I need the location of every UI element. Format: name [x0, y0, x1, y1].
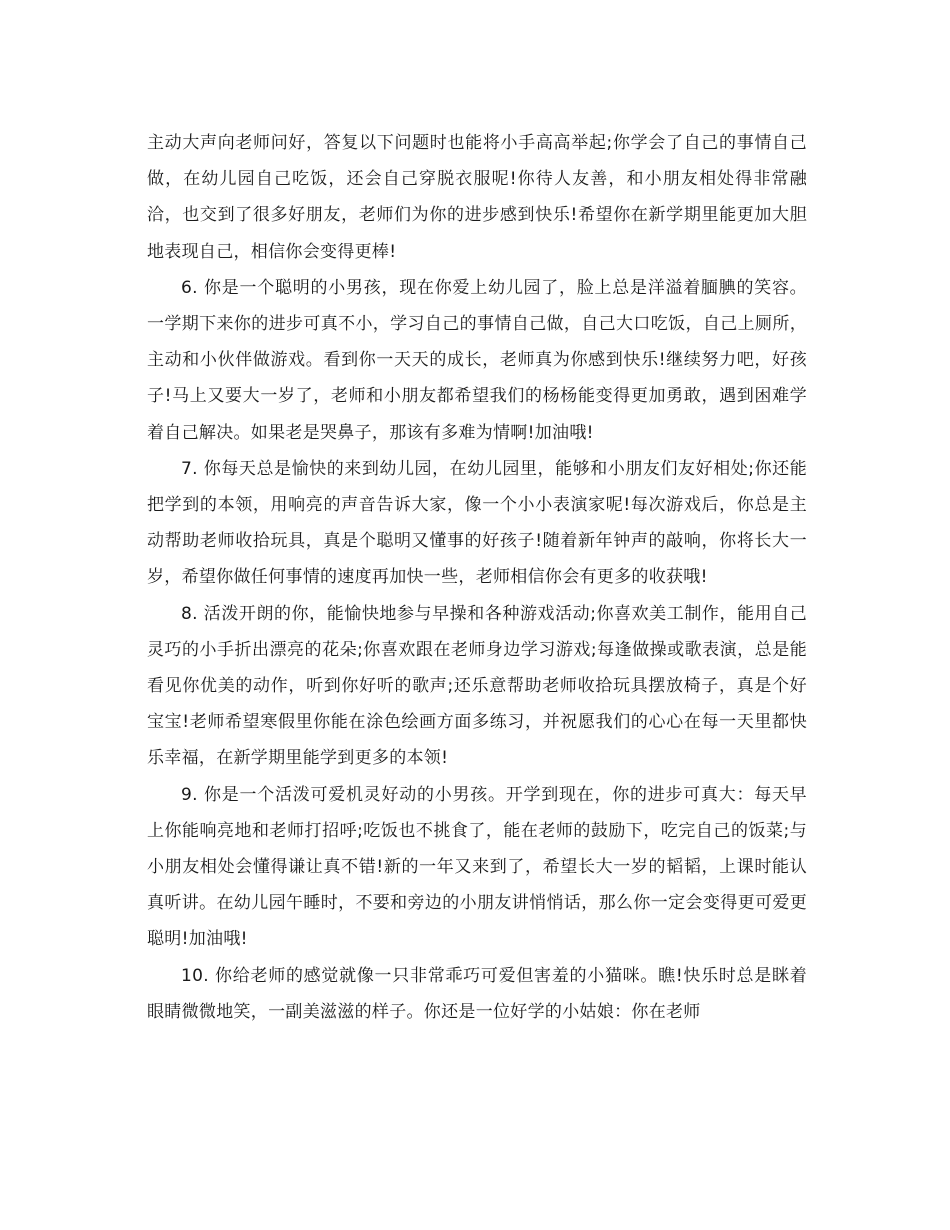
- paragraph-9: 9. 你是一个活泼可爱机灵好动的小男孩。开学到现在，你的进步可真大：每天早上你能响亮地和老师打招呼;吃饭也不挑食了，能在老师的鼓励下，吃完自己的饭菜;与小朋友相处会懂得谦让真不错!新的一年又来到了，希望长大一岁的韬韬，上课时能认真听讲。在幼儿园午睡时，不要和旁边的小朋友讲悄悄话，那么你一定会变得更可爱更聪明!加油哦!: [147, 784, 807, 950]
- document-body: [147, 125, 807, 1030]
- paragraph-6: 6. 你是一个聪明的小男孩，现在你爱上幼儿园了，脸上总是洋溢着腼腆的笑容。一学期下来你的进步可真不小，学习自己的事情自己做，自己大口吃饭，自己上厕所，主动和小伙伴做游戏。看到你一天天的成长，老师真为你感到快乐!继续努力吧，好孩子!马上又要大一岁了，老师和小朋友都希望我们的杨杨能变得更加勇敢，遇到困难学着自己解决。如果老是哭鼻子，那该有多难为情啊!加油哦!: [147, 277, 807, 443]
- paragraph-8: 8. 活泼开朗的你，能愉快地参与早操和各种游戏活动;你喜欢美工制作，能用自己灵巧的小手折出漂亮的花朵;你喜欢跟在老师身边学习游戏;每逢做操或歌表演，总是能看见你优美的动作，听到你好听的歌声;还乐意帮助老师收拾玩具摆放椅子，真是个好宝宝!老师希望寒假里你能在涂色绘画方面多练习，并祝愿我们的心心在每一天里都快乐幸福，在新学期里能学到更多的本领!: [147, 603, 807, 769]
- paragraph-5-continued: 主动大声向老师问好，答复以下问题时也能将小手高高举起;你学会了自己的事情自己做，在幼儿园自己吃饭，还会自己穿脱衣服呢!你待人友善，和小朋友相处得非常融洽，也交到了很多好朋友，老师们为你的进步感到快乐!希望你在新学期里能更加大胆地表现自己，相信你会变得更棒!: [147, 133, 807, 262]
- paragraph-10: 10. 你给老师的感觉就像一只非常乖巧可爱但害羞的小猫咪。瞧!快乐时总是眯着眼睛微微地笑，一副美滋滋的样子。你还是一位好学的小姑娘：你在老师: [147, 965, 807, 1022]
- paragraph-7: 7. 你每天总是愉快的来到幼儿园，在幼儿园里，能够和小朋友们友好相处;你还能把学到的本领，用响亮的声音告诉大家，像一个小小表演家呢!每次游戏后，你总是主动帮助老师收拾玩具，真是个聪明又懂事的好孩子!随着新年钟声的敲响，你将长大一岁，希望你做任何事情的速度再加快一些，老师相信你会有更多的收获哦!: [147, 458, 807, 588]
